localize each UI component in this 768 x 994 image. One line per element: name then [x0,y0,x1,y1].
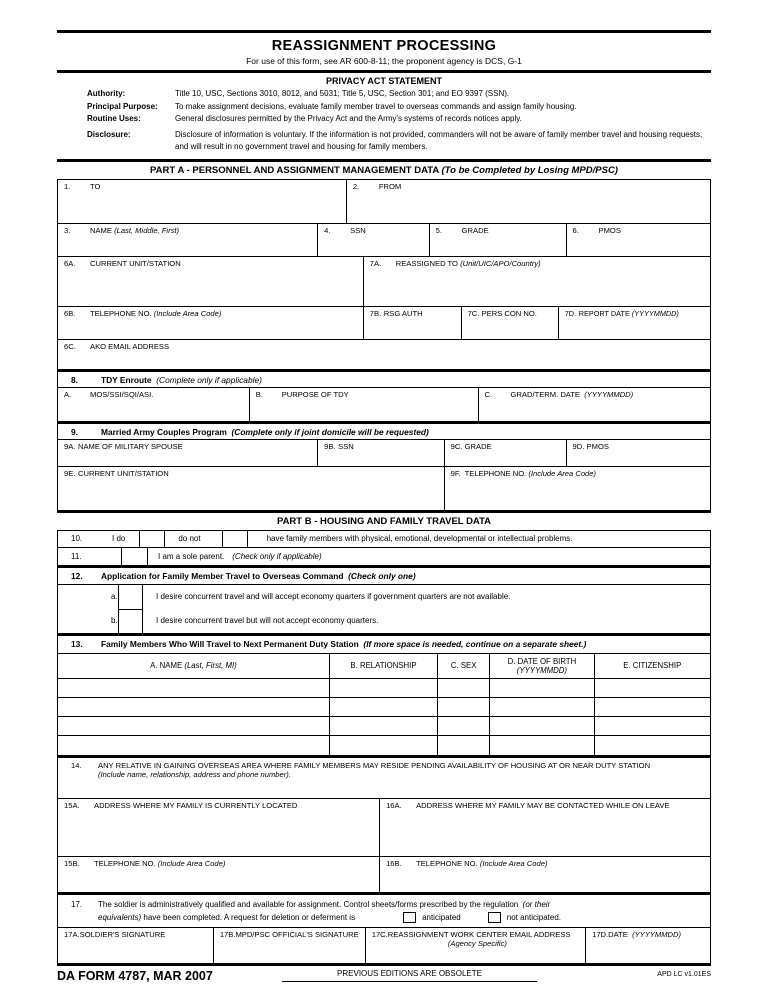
table-cell-sex[interactable] [438,717,490,735]
previous-editions-note: PREVIOUS EDITIONS ARE OBSOLETE [282,969,537,982]
table-cell-citizenship[interactable] [595,698,710,716]
field-label: PMOS [598,225,621,235]
field-label: REASSIGNMENT WORK CENTER EMAIL ADDRESS [387,929,571,939]
field-3-name[interactable] [58,224,318,256]
field-number: 9E. [64,468,76,478]
field-hint: (Agency Specific) [447,939,507,948]
field-number: 7D. [564,308,577,318]
item-12a-row [57,585,711,609]
item-12b-row [57,609,711,633]
row-family-phones [58,857,710,892]
field-number: 6. [572,225,579,235]
table-cell-relationship[interactable] [330,717,438,735]
privacy-row-disclosure [57,129,711,159]
field-17d-date[interactable] [586,928,710,963]
col-header-dob [490,654,594,678]
item-number: 12. [71,570,83,581]
option-12b-text: I desire concurrent travel but will not accept economy quarters. [156,616,379,625]
table-header-row [58,653,710,679]
field-7c-pers-con-no[interactable] [462,307,559,339]
field-16b-telephone[interactable] [380,857,710,892]
field-number: 9D. [572,441,585,451]
section-title: Married Army Couples Program [101,426,227,437]
form-subtitle: For use of this form, see AR 600-8-11; the proponent agency is DCS, G-1 [246,56,522,66]
item-17-text2: equivalents) have been completed. A request for deletion or deferment is [98,912,356,922]
privacy-label: Authority: [87,89,126,98]
field-hint: (Include Area Code) [479,858,548,868]
field-9c-grade[interactable] [445,440,567,466]
field-7b-rsg-auth[interactable] [364,307,462,339]
field-label: DATE [608,929,628,939]
table-cell-dob[interactable] [490,679,594,697]
table-cell-name[interactable] [58,679,330,697]
checkbox-12b[interactable] [118,609,143,633]
field-label: CURRENT UNIT/STATION [90,258,181,268]
field-label: TELEPHONE NO. [416,858,478,868]
table-cell-relationship[interactable] [330,698,438,716]
table-cell-relationship[interactable] [330,736,438,755]
col-label: D. DATE OF BIRTH [507,656,577,666]
row-phone-rsg [58,307,710,340]
field-number: 6B. [64,308,76,318]
item-10-row [57,530,711,548]
field-label: REPORT DATE [578,308,630,318]
field-hint: (YYYYMMDD) [584,389,634,399]
checkbox-i-do[interactable] [139,531,165,547]
field-number: 3. [64,225,71,235]
field-7a-reassigned-to[interactable] [364,257,710,306]
checkbox-12a[interactable] [118,585,143,609]
form-title: REASSIGNMENT PROCESSING [271,38,497,54]
field-9e-current-unit[interactable] [58,467,445,510]
field-hint: (Unit/UIC/APO/Country) [460,258,541,268]
do-not-label: do not [178,534,201,543]
field-number: 16B. [386,858,402,868]
item-number: 17. [71,899,83,909]
privacy-title: PRIVACY ACT STATEMENT [325,76,442,86]
part-b-title: PART B - HOUSING AND FAMILY TRAVEL DATA [276,515,492,527]
row-spouse-unit [58,467,710,510]
col-hint: (YYYYMMDD) [516,665,568,675]
part-a-grid [57,179,711,369]
field-1-to[interactable] [58,180,347,223]
item-17-line2 [58,911,710,924]
field-label: GRADE [461,225,489,235]
col-label: A. NAME (Last, First, MI) [150,661,237,670]
checkbox-sole-parent[interactable] [121,548,148,565]
field-label: PMOS [586,441,609,451]
field-6c-ako-email[interactable] [58,340,710,369]
table-cell-sex[interactable] [438,679,490,697]
item-12-hint: (Check only one) [348,570,416,581]
field-label: RSG AUTH [383,308,423,318]
item-13-header [57,633,711,653]
section-9-grid [57,439,711,510]
item-11-row [57,548,711,566]
part-a-title-text: PART A - PERSONNEL AND ASSIGNMENT MANAGEMENT DATA [150,164,439,176]
table-cell-dob[interactable] [490,698,594,716]
item-17-block [57,895,711,927]
item-11-hint: (Check only if applicable) [232,551,322,561]
item-11-text: I am a sole parent. [158,551,225,561]
field-hint: (YYYYMMDD) [631,308,679,318]
field-label: REASSIGNED TO [395,258,458,268]
col-header-sex [438,654,490,678]
privacy-text: Title 10, USC, Sections 3010, 8012, and 5031; Title 5, USC, Section 301; and EO 9397 (SSN). [175,89,510,98]
table-cell-name[interactable] [58,698,330,716]
field-number: A. [64,389,72,399]
item-number: 9. [71,426,78,437]
checkbox-not-anticipated[interactable] [488,912,501,923]
field-label: NAME OF MILITARY SPOUSE [78,441,183,451]
field-15b-telephone[interactable] [58,857,380,892]
section-hint: (Complete only if joint domicile will be requested) [231,426,429,437]
item-14-row[interactable] [57,758,711,798]
privacy-label: Principal Purpose: [87,101,158,111]
privacy-row-authority [57,88,711,101]
field-4-ssn[interactable] [318,224,429,256]
field-16a-family-contact[interactable] [380,799,710,856]
field-17b-official-signature[interactable] [214,928,366,963]
da-form-4787 [57,30,711,983]
field-number: 7C. [467,308,480,318]
field-7d-report-date[interactable] [559,307,710,339]
item-number: 13. [71,638,83,649]
field-17a-soldier-signature[interactable] [58,928,214,963]
section-8-grid [57,387,711,421]
privacy-row-principal-purpose [57,101,711,114]
field-8b-purpose[interactable] [250,388,479,421]
item-13-hint: (If more space is needed, continue on a separate sheet.) [363,638,587,649]
field-number: 6A. [64,258,76,268]
field-17c-work-center-email[interactable] [366,928,586,963]
field-label: GRADE [464,441,492,451]
field-number: 9C. [450,441,463,451]
field-8c-grad-term-date[interactable] [479,388,710,421]
row-family-address [58,799,710,857]
option-letter: a. [111,592,118,601]
field-hint: (Include Area Code) [157,858,226,868]
col-label: E. CITIZENSHIP [623,661,682,670]
table-cell-name[interactable] [58,717,330,735]
item-number: 10. [71,534,83,543]
table-row [58,698,710,717]
field-number: 7B. [369,308,382,318]
section-9-header [57,421,711,439]
field-number: 7A. [369,258,382,268]
option-12a-text: I desire concurrent travel and will accept economy quarters if government quarters are not available. [156,592,511,601]
row-to-from [58,180,710,224]
section-title: TDY Enroute [101,374,152,385]
field-label: PURPOSE OF TDY [281,389,349,399]
field-6b-telephone[interactable] [58,307,364,339]
field-label: ADDRESS WHERE MY FAMILY MAY BE CONTACTED WHILE ON LEAVE [416,800,670,810]
address-grid [57,798,711,892]
table-row [58,679,710,698]
part-a-title-hint: (To be Completed by Losing MPD/PSC) [441,164,618,176]
table-cell-relationship[interactable] [330,679,438,697]
table-cell-citizenship[interactable] [595,736,710,755]
row-spouse [58,440,710,467]
field-9d-pmos[interactable] [567,440,710,466]
field-number: 15A. [64,800,80,810]
table-cell-name[interactable] [58,736,330,755]
item-10-text: have family members with physical, emotional, developmental or intellectual problems. [266,534,573,543]
checkbox-do-not[interactable] [222,531,248,547]
col-label: C. SEX [450,661,477,670]
field-9a-spouse-name[interactable] [58,440,318,466]
field-number: 17D. [592,929,609,939]
item-12-title: Application for Family Member Travel to Overseas Command [101,570,344,581]
row-ako-email [58,340,710,369]
privacy-text: To make assignment decisions, evaluate family member travel to overseas commands and assign family housing. [175,101,577,111]
field-label: MOS/SSI/SQI/ASI. [90,389,154,399]
field-8a-mos[interactable] [58,388,250,421]
field-5-grade[interactable] [430,224,567,256]
table-cell-citizenship[interactable] [595,679,710,697]
table-cell-sex[interactable] [438,736,490,755]
field-hint: (Last, Middle, First) [114,225,180,235]
field-number: B. [255,389,263,399]
table-cell-sex[interactable] [438,698,490,716]
item-number: 8. [71,374,78,385]
field-hint: (YYYYMMDD) [632,929,682,939]
signature-grid [57,927,711,963]
section-8-header [57,369,711,387]
field-number: 5. [435,225,442,235]
table-row [58,736,710,755]
field-number: 16A. [386,800,402,810]
field-label: SOLDIER'S SIGNATURE [79,929,166,939]
part-a-title [57,162,711,179]
item-14-text: ANY RELATIVE IN GAINING OVERSEAS AREA WHERE FAMILY MEMBERS MAY RESIDE PENDING AVAILABILITY OF HOUSING AT OR NEAR DUTY STATION (Include name, relationship, address and phone number). [98,760,651,779]
table-cell-dob[interactable] [490,736,594,755]
field-label: NAME [90,225,112,235]
field-label: CURRENT UNIT/STATION [78,468,169,478]
field-number: 17B. [219,929,236,939]
field-number: C. [484,389,493,399]
field-label: ADDRESS WHERE MY FAMILY IS CURRENTLY LOCATED [94,800,298,810]
anticipated-label: anticipated [422,912,461,922]
field-9b-ssn[interactable] [318,440,444,466]
col-header-name [58,654,330,678]
field-6a-current-unit[interactable] [58,257,364,306]
field-label: MPD/PSC OFFICIAL'S SIGNATURE [235,929,359,939]
col-header-citizenship [595,654,710,678]
field-label: TO [90,181,101,191]
privacy-text: Disclosure of information is voluntary. If the information is not provided, commanders will not be aware of family member travel and housing requests, and will result in no government travel and housing for family members. [175,129,703,151]
field-label: AKO EMAIL ADDRESS [90,341,170,351]
field-label: TELEPHONE NO. [464,468,527,478]
field-label: SSN [350,225,366,235]
field-number: 6C. [64,341,76,351]
form-id: DA FORM 4787, MAR 2007 [57,968,213,983]
col-header-relationship [330,654,438,678]
field-label: TELEPHONE NO. [90,308,152,318]
table-row [58,717,710,736]
row-tdy-fields [58,388,710,421]
col-label: B. RELATIONSHIP [350,661,417,670]
privacy-text: General disclosures permitted by the Privacy Act and the Army's systems of records notices apply. [175,114,522,123]
not-anticipated-label: not anticipated. [506,912,562,922]
field-number: 17A. [64,929,80,939]
field-number: 9B. [324,441,336,451]
field-label: SSN [338,441,354,451]
privacy-row-routine-uses [57,113,711,126]
field-number: 2. [352,181,360,191]
family-members-table [57,653,711,755]
item-17-line1 [58,898,710,911]
item-number: 11. [71,551,82,561]
item-12-header [57,566,711,585]
field-number: 1. [64,181,71,191]
row-name-ssn-grade-pmos [58,224,710,257]
field-number: 9A. [64,441,76,451]
field-number: 9F. [450,468,461,478]
field-number: 15B. [64,858,80,868]
field-15a-family-location[interactable] [58,799,380,856]
field-label: PERS CON NO. [481,308,537,318]
row-signatures [58,928,710,963]
field-6-pmos[interactable] [567,224,710,256]
i-do-label: I do [112,534,126,543]
field-number: 4. [324,225,331,235]
option-letter: b. [111,616,118,625]
field-label: FROM [378,181,402,191]
item-number: 14. [71,760,82,770]
privacy-label: Routine Uses: [87,114,141,123]
checkbox-anticipated[interactable] [403,912,416,923]
table-cell-citizenship[interactable] [595,717,710,735]
row-unit-reassigned [58,257,710,307]
field-number: 17C. [371,929,388,939]
field-9f-telephone[interactable] [445,467,710,510]
field-hint: (Include Area Code) [153,308,222,318]
footer [57,966,711,983]
table-cell-dob[interactable] [490,717,594,735]
field-2-from[interactable] [347,180,710,223]
field-hint: (Include Area Code) [528,468,597,478]
field-label: GRAD/TERM. DATE [510,389,581,399]
section-hint: (Complete only if applicable) [156,374,262,385]
item-13-title: Family Members Who Will Travel to Next Permanent Duty Station [101,638,359,649]
field-label: TELEPHONE NO. [94,858,156,868]
privacy-label: Disclosure: [87,129,131,139]
apd-version: APD LC v1.01ES [657,970,711,978]
item-17-text1: The soldier is administratively qualified and available for assignment. Control sheets/forms prescribed by the regulation (or their [98,899,551,909]
